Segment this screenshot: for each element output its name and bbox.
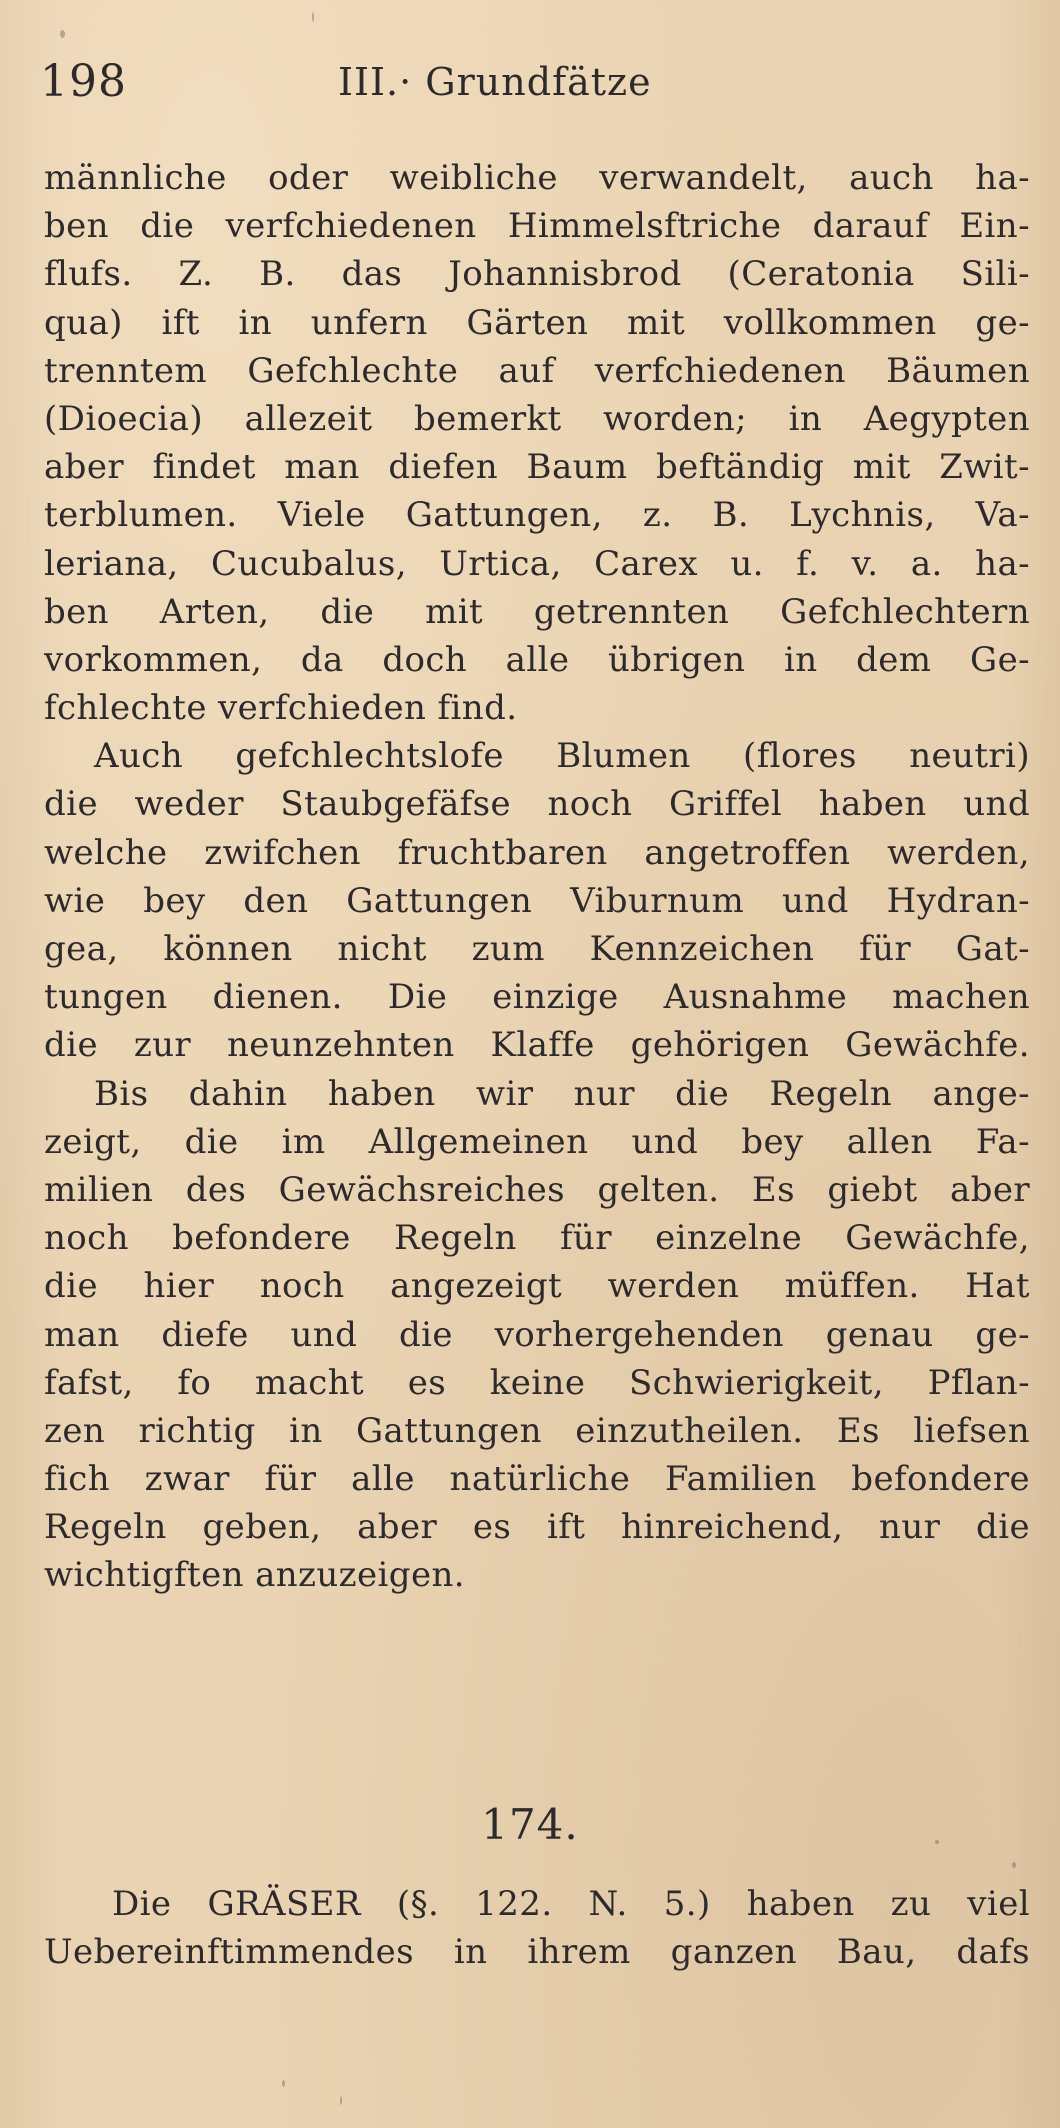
- paper-fleck: [935, 1840, 939, 1844]
- text-line: trenntem Gefchlechte auf verfchiedenen Bäumen: [44, 350, 1030, 391]
- text-line: Auch gefchlechtslofe Blumen (flores neutri): [94, 736, 1030, 777]
- text-line: wichtigften anzuzeigen.: [44, 1555, 465, 1596]
- text-line: fafst, fo macht es keine Schwierigkeit, Pflan-: [44, 1362, 1030, 1403]
- text-line: wie bey den Gattungen Viburnum und Hydran-: [44, 880, 1030, 921]
- text-line: Bis dahin haben wir nur die Regeln ange-: [94, 1073, 1030, 1114]
- text-line: zen richtig in Gattungen einzutheilen. Es liefsen: [44, 1410, 1030, 1451]
- section-text: [44, 1880, 1030, 1976]
- text-line: vorkommen, da doch alle übrigen in dem Ge-: [44, 639, 1030, 680]
- section-number: 174.: [481, 1800, 579, 1849]
- text-line: milien des Gewächsreiches gelten. Es giebt aber: [44, 1169, 1030, 1210]
- text-line: qua) ift in unfern Gärten mit vollkommen ge-: [44, 302, 1030, 343]
- text-line: die weder Staubgefäfse noch Griffel haben und: [44, 784, 1030, 825]
- text-line: terblumen. Viele Gattungen, z. B. Lychnis, Va-: [44, 495, 1030, 536]
- text-line: gea, können nicht zum Kennzeichen für Gat-: [44, 929, 1030, 969]
- text-line: fich zwar für alle natürliche Familien befondere: [44, 1459, 1030, 1500]
- text-line: fchlechte verfchieden find.: [44, 688, 518, 729]
- text-line: (Dioecia) allezeit bemerkt worden; in Aegypten: [44, 398, 1030, 439]
- paper-fleck: [340, 2096, 342, 2105]
- text-line: Regeln geben, aber es ift hinreichend, nur die: [44, 1507, 1030, 1548]
- text-line: Uebereinftimmendes in ihrem ganzen Bau, dafs: [44, 1932, 1030, 1973]
- paragraph-3: [44, 1070, 1030, 1600]
- text-line: man diefe und die vorhergehenden genau ge-: [44, 1314, 1030, 1355]
- text-line: zeigt, die im Allgemeinen und bey allen Fa-: [44, 1121, 1030, 1162]
- text-line: leriana, Cucubalus, Urtica, Carex u. f. v. a. ha-: [44, 543, 1030, 584]
- text-line: noch befondere Regeln für einzelne Gewächfe,: [44, 1218, 1030, 1259]
- text-line: aber findet man diefen Baum beftändig mit Zwit-: [44, 447, 1030, 488]
- text-line: Die GRÄSER (§. 122. N. 5.) haben zu viel: [112, 1884, 1030, 1924]
- paper-fleck: [282, 2080, 285, 2087]
- text-line: welche zwifchen fruchtbaren angetroffen werden,: [44, 832, 1030, 873]
- text-line: männliche oder weibliche verwandelt, auch ha-: [44, 158, 1030, 198]
- paper-fleck: [312, 12, 314, 22]
- text-line: flufs. Z. B. das Johannisbrod (Ceratonia Sili-: [44, 254, 1030, 295]
- paragraph-2: [44, 732, 1030, 1069]
- text-line: ben die verfchiedenen Himmelsftriche darauf Ein-: [44, 206, 1030, 247]
- page-header: [40, 56, 1020, 126]
- body-text: [44, 154, 1030, 1600]
- text-line: die hier noch angezeigt werden müffen. Hat: [44, 1266, 1030, 1307]
- paragraph-1: [44, 154, 1030, 732]
- paper-fleck: [60, 30, 65, 38]
- running-head: III.· Grundfätze: [338, 60, 652, 104]
- text-line: die zur neunzehnten Klaffe gehörigen Gewächfe.: [44, 1025, 1030, 1066]
- text-line: ben Arten, die mit getrennten Gefchlechtern: [44, 591, 1030, 632]
- paper-fleck: [1012, 1862, 1016, 1868]
- page-number: 198: [40, 56, 127, 107]
- text-line: tungen dienen. Die einzige Ausnahme machen: [44, 977, 1030, 1018]
